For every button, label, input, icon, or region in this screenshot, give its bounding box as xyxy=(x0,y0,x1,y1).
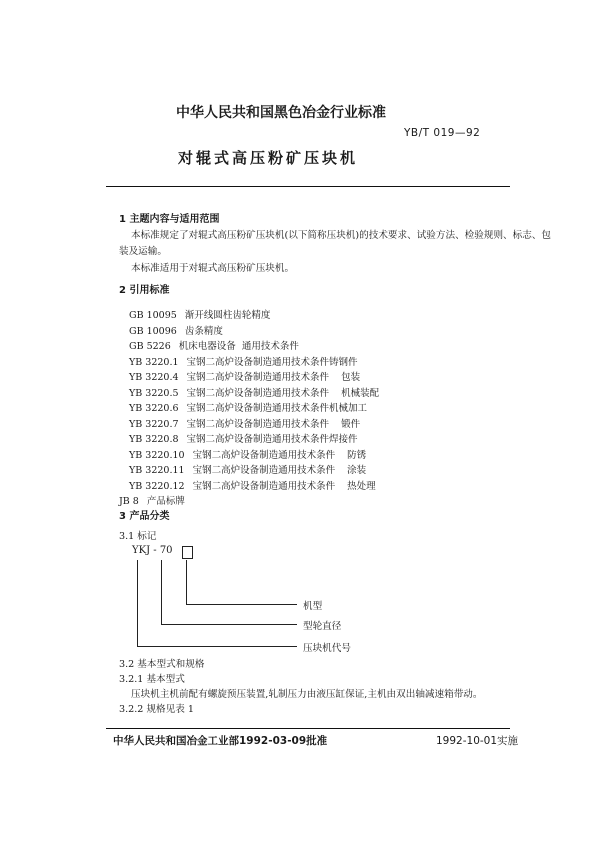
reference-code: GB 5226 xyxy=(129,341,171,352)
reference-item xyxy=(129,307,270,321)
section2-heading: 2 引用标准 xyxy=(119,285,170,296)
reference-title: 宝钢二高炉设备制造通用技术条件焊接件 xyxy=(186,434,358,445)
reference-code: YB 3220.4 xyxy=(129,372,179,383)
implementation-date: 1992-10-01实施 xyxy=(436,735,519,747)
callout-model: 机型 xyxy=(303,601,323,612)
callout-line-model-vertical xyxy=(186,560,187,604)
callout-line-roll-diameter-vertical xyxy=(161,560,162,624)
reference-title: 产品标牌 xyxy=(146,496,185,507)
callout-line-machine-code-horizontal xyxy=(137,646,297,647)
reference-title: 渐开线圆柱齿轮精度 xyxy=(184,310,271,321)
reference-code: YB 3220.11 xyxy=(129,465,185,476)
reference-item xyxy=(129,478,376,492)
section3-2-heading: 3.2 基本型式和规格 xyxy=(119,659,205,670)
reference-item xyxy=(129,400,367,414)
reference-item xyxy=(119,493,185,507)
reference-item xyxy=(129,323,223,337)
section3-2-2-heading: 3.2.2 规格见表 1 xyxy=(119,704,194,715)
reference-code: YB 3220.7 xyxy=(129,418,179,430)
section1-heading: 1 主题内容与适用范围 xyxy=(119,214,220,225)
footer-rule xyxy=(106,728,510,729)
section3-2-1-text: 压块机主机前配有螺旋预压装置,轧制压力由液压缸保证,主机由双出轴减速箱带动。 xyxy=(131,689,483,700)
reference-item xyxy=(129,385,379,399)
reference-code: GB 10095 xyxy=(129,310,177,321)
reference-item xyxy=(129,447,366,461)
callout-line-model-horizontal xyxy=(186,604,297,605)
reference-title: 宝钢二高炉设备制造通用技术条件机械加工 xyxy=(186,403,368,414)
section3-2-1-heading: 3.2.1 基本型式 xyxy=(119,674,185,685)
reference-code: YB 3220.12 xyxy=(129,480,185,492)
blank-box-icon xyxy=(182,546,193,559)
callout-roll-diameter: 型轮直径 xyxy=(303,621,342,632)
org-standard-title: 中华人民共和国黑色冶金行业标准 xyxy=(176,105,386,121)
callout-line-machine-code-vertical xyxy=(137,560,138,646)
reference-title: 齿条精度 xyxy=(184,325,223,337)
reference-title: 宝钢二高炉设备制造通用技术条件 热处理 xyxy=(192,480,376,492)
reference-item xyxy=(129,338,299,352)
standard-code: YB/T 019—92 xyxy=(404,127,481,139)
section1-para1-line2: 装及运输。 xyxy=(119,246,167,257)
reference-title: 宝钢二高炉设备制造通用技术条件 包装 xyxy=(186,372,361,383)
callout-machine-code: 压块机代号 xyxy=(303,643,351,654)
header-rule xyxy=(106,186,510,187)
approval-line: 中华人民共和国冶金工业部1992-03-09批准 xyxy=(113,735,328,747)
reference-item xyxy=(129,431,358,445)
reference-code: YB 3220.10 xyxy=(129,449,185,461)
section3-1-heading: 3.1 标记 xyxy=(119,531,157,542)
reference-code: YB 3220.6 xyxy=(129,403,179,414)
document-title: 对辊式高压粉矿压块机 xyxy=(178,149,359,167)
reference-code: YB 3220.8 xyxy=(129,434,179,445)
reference-item xyxy=(129,462,366,476)
reference-code: GB 10096 xyxy=(129,325,177,337)
reference-code: JB 8 xyxy=(119,496,139,507)
model-code: YKJ - 70 xyxy=(132,545,173,556)
reference-title: 宝钢二高炉设备制造通用技术条件 防锈 xyxy=(192,449,367,461)
reference-code: YB 3220.5 xyxy=(129,387,179,399)
reference-title: 宝钢二高炉设备制造通用技术条件 涂装 xyxy=(192,465,367,476)
reference-title: 宝钢二高炉设备制造通用技术条件 机械装配 xyxy=(186,387,380,399)
section3-heading: 3 产品分类 xyxy=(119,511,170,522)
reference-title: 宝钢二高炉设备制造通用技术条件铸钢件 xyxy=(186,356,358,368)
section1-para2: 本标准适用于对辊式高压粉矿压块机。 xyxy=(131,263,295,274)
reference-code: YB 3220.1 xyxy=(129,356,179,368)
reference-item xyxy=(129,416,360,430)
reference-title: 宝钢二高炉设备制造通用技术条件 锻件 xyxy=(186,418,361,430)
reference-title: 机床电器设备 通用技术条件 xyxy=(178,341,299,352)
callout-line-roll-diameter-horizontal xyxy=(161,624,297,625)
section1-para1-line1: 本标准规定了对辊式高压粉矿压块机(以下简称压块机)的技术要求、试验方法、检验规则、标志、包 xyxy=(131,230,552,241)
reference-item xyxy=(129,354,358,368)
reference-item xyxy=(129,369,360,383)
